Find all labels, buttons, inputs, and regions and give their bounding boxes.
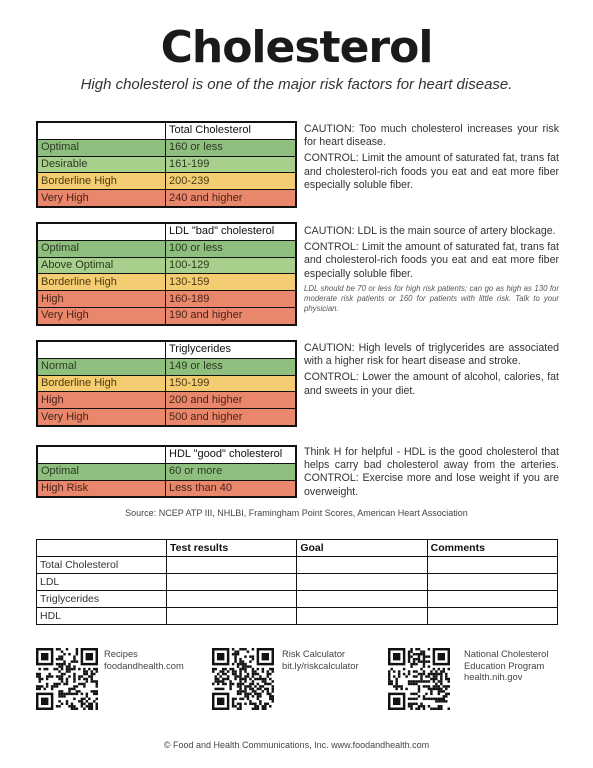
total-row-label: Desirable — [38, 156, 166, 173]
tri-row-value: 500 and higher — [166, 409, 296, 426]
hdl-header: HDL "good" cholesterol — [166, 447, 296, 464]
footer-copyright: © Food and Health Communications, Inc. www.foodandhealth.com — [163, 740, 430, 750]
ldl-row-value: 160-189 — [166, 291, 296, 308]
log-header: Goal — [297, 540, 427, 557]
ldl-header-spacer — [38, 224, 166, 241]
qr-label-recipes — [104, 648, 184, 671]
hdl-table — [36, 445, 297, 498]
total-control: CONTROL: Limit the amount of saturated fat, trans fat and cholesterol-rich foods you eat and eat more fiber especially soluble fiber. — [304, 152, 559, 191]
hdl-row-label: High Risk — [38, 480, 166, 497]
log-row-label: HDL — [37, 608, 167, 625]
log-row-label: Triglycerides — [37, 591, 167, 608]
log-cell-goal[interactable] — [297, 591, 427, 608]
tri-header: Triglycerides — [166, 342, 296, 359]
total-row-value: 161-199 — [166, 156, 296, 173]
ldl-caution: CAUTION: LDL is the main source of artery blockage. — [304, 225, 556, 237]
total-row-value: 240 and higher — [166, 190, 296, 207]
total-row-label: Very High — [38, 190, 166, 207]
qr-label-line: bit.ly/riskcalculator — [282, 659, 359, 671]
log-cell-comments[interactable] — [427, 574, 557, 591]
triglycerides-table — [36, 340, 297, 427]
tri-header-spacer — [38, 342, 166, 359]
log-cell-results[interactable] — [167, 574, 297, 591]
log-row — [37, 557, 558, 574]
total-row-label: Optimal — [38, 139, 166, 156]
log-row-label: Total Cholesterol — [37, 557, 167, 574]
ldl-row-label: Borderline High — [38, 274, 166, 291]
ldl-header: LDL "bad" cholesterol — [166, 224, 296, 241]
qr-code-risk-calculator[interactable] — [212, 648, 274, 710]
log-row — [37, 574, 558, 591]
log-header — [37, 540, 167, 557]
tri-row-label: Normal — [38, 358, 166, 375]
tri-row-label: Very High — [38, 409, 166, 426]
tri-caution: CAUTION: High levels of triglycerides are associated with a higher risk for heart disease and stroke. — [304, 342, 559, 368]
tri-row-value: 200 and higher — [166, 392, 296, 409]
qr-label-line: National Cholesterol — [464, 648, 549, 659]
hdl-description — [304, 446, 559, 502]
page-subtitle: High cholesterol is one of the major risk factors for heart disease. — [80, 76, 513, 93]
hdl-row-label: Optimal — [38, 463, 166, 480]
log-cell-comments[interactable] — [427, 557, 557, 574]
log-header: Test results — [167, 540, 297, 557]
total-cholesterol-table — [36, 121, 297, 208]
tri-row-label: Borderline High — [38, 375, 166, 392]
tri-row-label: High — [38, 392, 166, 409]
ldl-row-value: 130-159 — [166, 274, 296, 291]
log-row-label: LDL — [37, 574, 167, 591]
qr-label-line: foodandhealth.com — [104, 659, 184, 671]
log-cell-comments[interactable] — [427, 591, 557, 608]
qr-label-line: Recipes — [104, 648, 138, 659]
ldl-note: LDL should be 70 or less for high risk patients; can go as high as 130 for moderate risk patients or 160 for patients with little risk. Talk to your physician. — [304, 283, 559, 313]
total-description — [304, 123, 559, 195]
qr-label-line: Education Program — [464, 659, 545, 671]
ldl-row-label: High — [38, 291, 166, 308]
ldl-row-label: Above Optimal — [38, 257, 166, 274]
tri-description — [304, 342, 559, 401]
ldl-row-label: Very High — [38, 307, 166, 324]
ldl-row-value: 100 or less — [166, 240, 296, 257]
log-cell-goal[interactable] — [297, 574, 427, 591]
hdl-row-value: 60 or more — [166, 463, 296, 480]
page-title: Cholesterol — [160, 22, 433, 73]
total-caution: CAUTION: Too much cholesterol increases your risk for heart disease. — [304, 123, 559, 149]
ldl-control: CONTROL: Limit the amount of saturated fat, trans fat and cholesterol-rich foods you eat and eat more fiber especially soluble fiber. — [304, 241, 559, 280]
hdl-text: Think H for helpful - HDL is the good cholesterol that helps carry bad cholesterol away from the arteries. CONTROL: Exercise more and lose weight if you are overweight. — [304, 446, 559, 498]
total-row-label: Borderline High — [38, 173, 166, 190]
total-header: Total Cholesterol — [166, 123, 296, 140]
log-row — [37, 591, 558, 608]
log-cell-comments[interactable] — [427, 608, 557, 625]
total-row-value: 200-239 — [166, 173, 296, 190]
qr-label-risk-calculator — [282, 648, 359, 671]
ldl-row-value: 100-129 — [166, 257, 296, 274]
source-citation: Source: NCEP ATP III, NHLBI, Framingham Point Scores, American Heart Association — [125, 508, 468, 518]
hdl-header-spacer — [38, 447, 166, 464]
ldl-table — [36, 222, 297, 326]
log-row — [37, 608, 558, 625]
log-header: Comments — [427, 540, 557, 557]
log-cell-goal[interactable] — [297, 608, 427, 625]
ldl-description — [304, 225, 559, 317]
tri-control: CONTROL: Lower the amount of alcohol, calories, fat and sweets in your diet. — [304, 371, 559, 397]
qr-label-line: Risk Calculator — [282, 648, 346, 659]
ldl-row-label: Optimal — [38, 240, 166, 257]
log-cell-results[interactable] — [167, 557, 297, 574]
total-header-spacer — [38, 123, 166, 140]
log-cell-results[interactable] — [167, 591, 297, 608]
tri-row-value: 149 or less — [166, 358, 296, 375]
results-log-table — [36, 539, 558, 625]
qr-label-nih — [464, 648, 548, 683]
qr-code-nih[interactable] — [388, 648, 450, 710]
ldl-row-value: 190 and higher — [166, 307, 296, 324]
tri-row-value: 150-199 — [166, 375, 296, 392]
hdl-row-value: Less than 40 — [166, 480, 296, 497]
total-row-value: 160 or less — [166, 139, 296, 156]
qr-label-line: health.nih.gov — [464, 671, 523, 682]
qr-code-recipes[interactable] — [36, 648, 98, 710]
log-cell-goal[interactable] — [297, 557, 427, 574]
log-cell-results[interactable] — [167, 608, 297, 625]
